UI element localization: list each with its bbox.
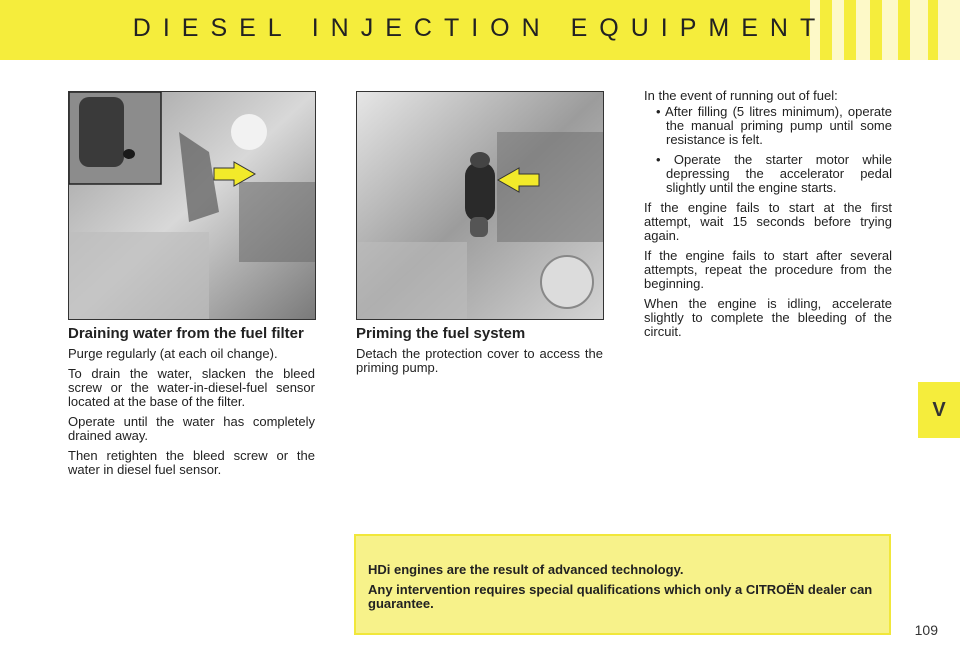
right-paragraph-3: When the engine is idling, accelerate slightly to complete the bleeding of the circuit. bbox=[644, 296, 892, 339]
section-tab bbox=[918, 382, 960, 438]
right-intro: In the event of running out of fuel: bbox=[644, 88, 838, 103]
left-paragraph-3: Operate until the water has completely drained away. bbox=[68, 414, 315, 443]
section-tab-label: V bbox=[932, 398, 946, 421]
page-number: 109 bbox=[914, 622, 938, 638]
left-paragraph-1: Purge regularly (at each oil change). bbox=[68, 346, 278, 361]
left-paragraph-2: To drain the water, slacken the bleed screw or the water-in-diesel-fuel sensor located at the base of the filter. bbox=[68, 366, 315, 409]
right-bullet-1: • After filling (5 litres minimum), operate the manual priming pump until some resistance is felt. bbox=[656, 104, 892, 147]
middle-paragraph-1: Detach the protection cover to access the priming pump. bbox=[356, 346, 603, 375]
note-line-2: Any intervention requires special qualifications which only a CITROËN dealer can guarantee. bbox=[368, 582, 873, 611]
left-paragraph-4: Then retighten the bleed screw or the water in diesel fuel sensor. bbox=[68, 448, 315, 477]
right-bullet-2: • Operate the starter motor while depressing the accelerator pedal slightly until the engine starts. bbox=[656, 152, 892, 195]
left-heading: Draining water from the fuel filter bbox=[68, 325, 304, 342]
middle-heading: Priming the fuel system bbox=[356, 325, 526, 342]
page-header bbox=[0, 0, 960, 60]
priming-pump-photo bbox=[356, 91, 604, 320]
note-line-1: HDi engines are the result of advanced technology. bbox=[368, 562, 684, 577]
technology-note bbox=[354, 534, 891, 635]
left-column bbox=[68, 326, 315, 483]
right-paragraph-2: If the engine fails to start after several attempts, repeat the procedure from the beginning. bbox=[644, 248, 892, 291]
right-paragraph-1: If the engine fails to start at the first attempt, wait 15 seconds before trying again. bbox=[644, 200, 892, 243]
middle-column bbox=[356, 326, 603, 381]
right-column bbox=[644, 89, 892, 345]
page-title: DIESEL INJECTION EQUIPMENT bbox=[132, 14, 828, 42]
fuel-filter-photo bbox=[68, 91, 316, 320]
